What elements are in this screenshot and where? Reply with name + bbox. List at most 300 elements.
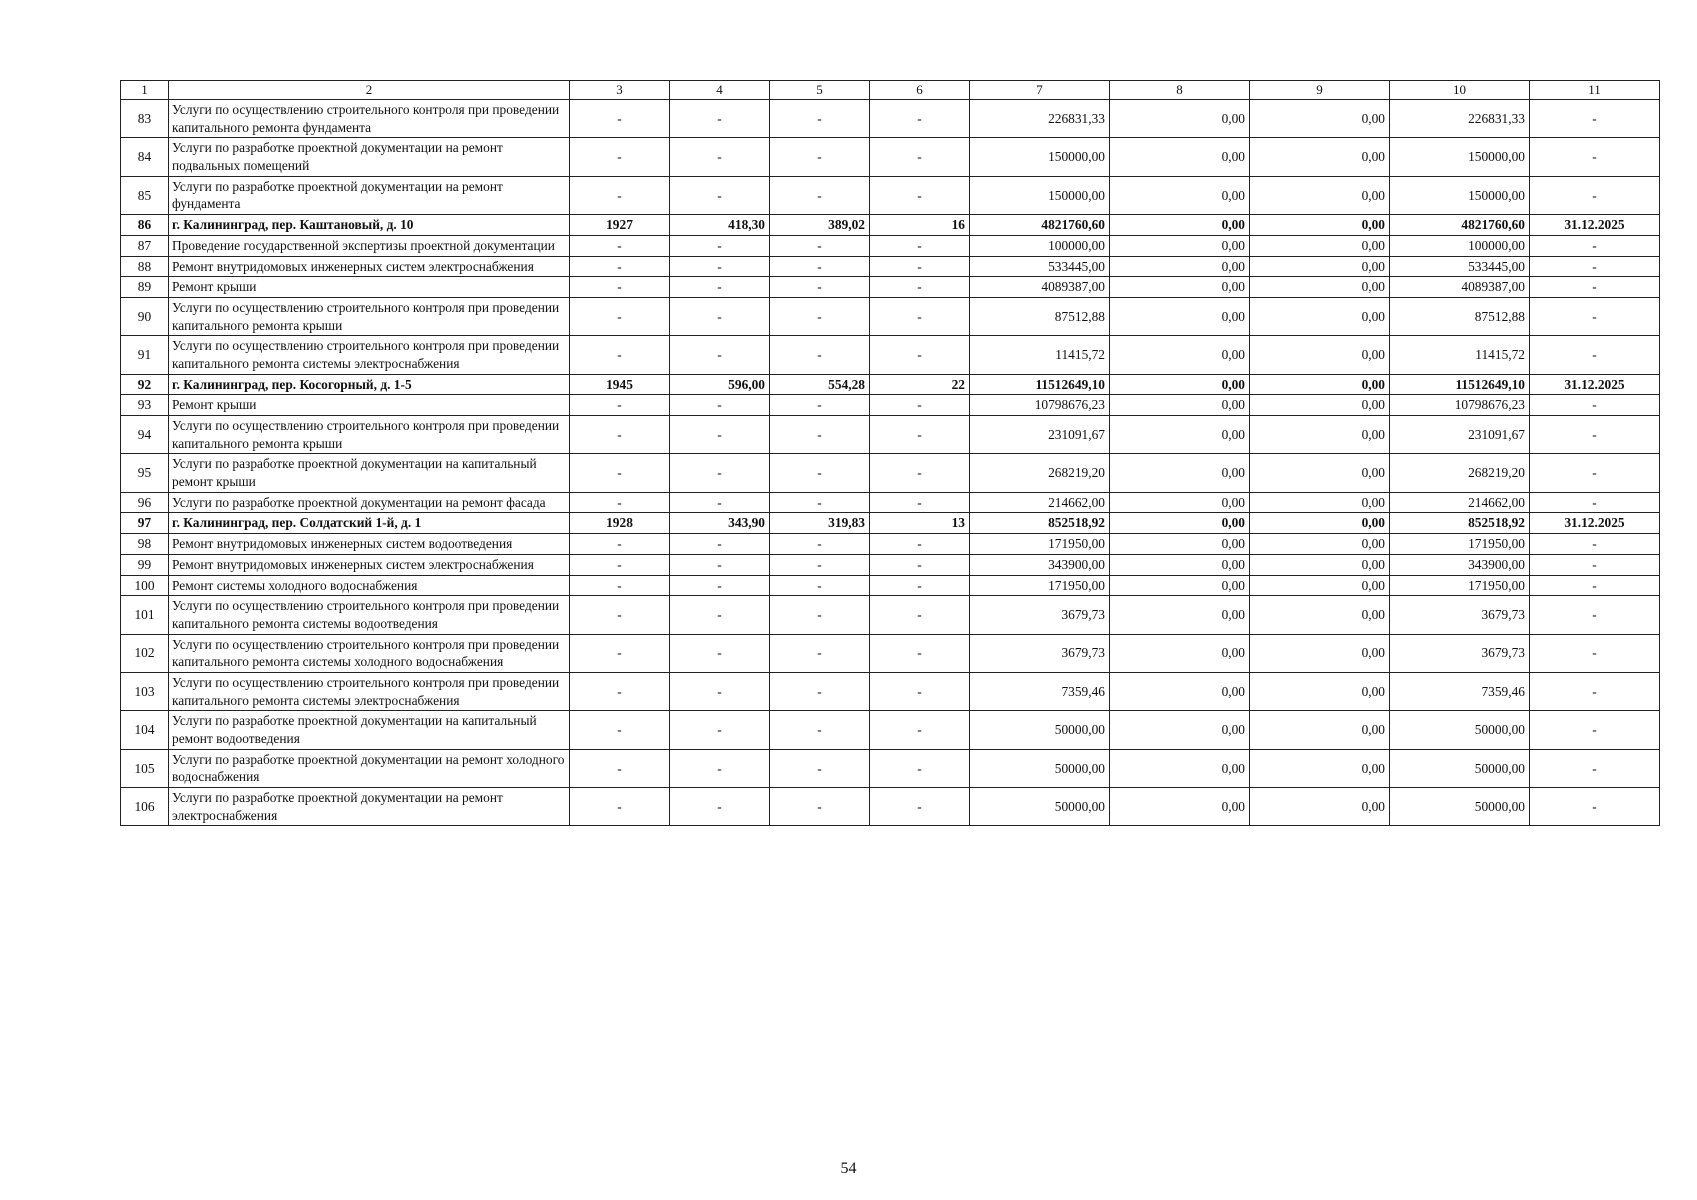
table-row xyxy=(121,749,1660,787)
fund-cost-cell: 0,00 xyxy=(1110,277,1250,298)
fund-cost-cell: 0,00 xyxy=(1110,788,1250,826)
budget-cost-cell: 0,00 xyxy=(1250,749,1390,787)
budget-cost-cell: 0,00 xyxy=(1250,596,1390,634)
row-number-cell: 95 xyxy=(121,454,169,492)
budget-cost-cell: 0,00 xyxy=(1250,575,1390,596)
work-name-cell: Услуги по разработке проектной документации на ремонт фундамента xyxy=(169,176,570,214)
deadline-cell: 31.12.2025 xyxy=(1530,215,1660,236)
deadline-cell: - xyxy=(1530,416,1660,454)
column-number-2: 2 xyxy=(169,81,570,100)
column-number-row xyxy=(121,81,1660,100)
deadline-cell: - xyxy=(1530,336,1660,374)
residents-cell: - xyxy=(870,575,970,596)
deadline-cell: - xyxy=(1530,634,1660,672)
year-cell: - xyxy=(570,711,670,749)
column-number-10: 10 xyxy=(1390,81,1530,100)
table-row xyxy=(121,534,1660,555)
table-row xyxy=(121,634,1660,672)
living-area-cell: - xyxy=(770,575,870,596)
year-cell: - xyxy=(570,395,670,416)
owners-cost-cell: 3679,73 xyxy=(1390,634,1530,672)
page-number: 54 xyxy=(840,1160,857,1177)
total-cost-cell: 533445,00 xyxy=(970,256,1110,277)
table-row xyxy=(121,711,1660,749)
living-area-cell: - xyxy=(770,749,870,787)
budget-cost-cell: 0,00 xyxy=(1250,513,1390,534)
budget-cost-cell: 0,00 xyxy=(1250,100,1390,138)
budget-cost-cell: 0,00 xyxy=(1250,492,1390,513)
living-area-cell: - xyxy=(770,256,870,277)
owners-cost-cell: 226831,33 xyxy=(1390,100,1530,138)
deadline-cell: - xyxy=(1530,711,1660,749)
owners-cost-cell: 150000,00 xyxy=(1390,138,1530,176)
row-number-cell: 88 xyxy=(121,256,169,277)
total-area-cell: - xyxy=(670,596,770,634)
living-area-cell: - xyxy=(770,596,870,634)
deadline-cell: - xyxy=(1530,176,1660,214)
owners-cost-cell: 171950,00 xyxy=(1390,575,1530,596)
column-number-9: 9 xyxy=(1250,81,1390,100)
year-cell: - xyxy=(570,336,670,374)
total-cost-cell: 4089387,00 xyxy=(970,277,1110,298)
table-row xyxy=(121,297,1660,335)
work-name-cell: Проведение государственной экспертизы проектной документации xyxy=(169,235,570,256)
fund-cost-cell: 0,00 xyxy=(1110,454,1250,492)
fund-cost-cell: 0,00 xyxy=(1110,235,1250,256)
owners-cost-cell: 150000,00 xyxy=(1390,176,1530,214)
total-cost-cell: 4821760,60 xyxy=(970,215,1110,236)
column-number-11: 11 xyxy=(1530,81,1660,100)
fund-cost-cell: 0,00 xyxy=(1110,513,1250,534)
budget-cost-cell: 0,00 xyxy=(1250,788,1390,826)
work-name-cell: Ремонт системы холодного водоснабжения xyxy=(169,575,570,596)
living-area-cell: - xyxy=(770,138,870,176)
total-cost-cell: 150000,00 xyxy=(970,138,1110,176)
table-row xyxy=(121,235,1660,256)
residents-cell: - xyxy=(870,297,970,335)
year-cell: - xyxy=(570,492,670,513)
residents-cell: - xyxy=(870,749,970,787)
living-area-cell: - xyxy=(770,297,870,335)
total-cost-cell: 852518,92 xyxy=(970,513,1110,534)
table-row xyxy=(121,788,1660,826)
row-number-cell: 92 xyxy=(121,374,169,395)
row-number-cell: 100 xyxy=(121,575,169,596)
row-number-cell: 102 xyxy=(121,634,169,672)
year-cell: - xyxy=(570,634,670,672)
table-row xyxy=(121,672,1660,710)
work-name-cell: Услуги по разработке проектной документации на капитальный ремонт водоотведения xyxy=(169,711,570,749)
row-number-cell: 99 xyxy=(121,554,169,575)
owners-cost-cell: 11415,72 xyxy=(1390,336,1530,374)
year-cell: - xyxy=(570,575,670,596)
deadline-cell: - xyxy=(1530,138,1660,176)
fund-cost-cell: 0,00 xyxy=(1110,100,1250,138)
deadline-cell: 31.12.2025 xyxy=(1530,513,1660,534)
owners-cost-cell: 87512,88 xyxy=(1390,297,1530,335)
total-area-cell: - xyxy=(670,100,770,138)
year-cell: - xyxy=(570,596,670,634)
total-cost-cell: 11415,72 xyxy=(970,336,1110,374)
fund-cost-cell: 0,00 xyxy=(1110,138,1250,176)
residents-cell: - xyxy=(870,634,970,672)
year-cell: 1927 xyxy=(570,215,670,236)
total-cost-cell: 7359,46 xyxy=(970,672,1110,710)
total-cost-cell: 50000,00 xyxy=(970,711,1110,749)
row-number-cell: 93 xyxy=(121,395,169,416)
total-cost-cell: 226831,33 xyxy=(970,100,1110,138)
work-name-cell: Ремонт внутридомовых инженерных систем водоотведения xyxy=(169,534,570,555)
total-area-cell: - xyxy=(670,788,770,826)
deadline-cell: - xyxy=(1530,672,1660,710)
residents-cell: - xyxy=(870,416,970,454)
work-name-cell: Ремонт внутридомовых инженерных систем электроснабжения xyxy=(169,256,570,277)
year-cell: - xyxy=(570,672,670,710)
owners-cost-cell: 852518,92 xyxy=(1390,513,1530,534)
budget-cost-cell: 0,00 xyxy=(1250,395,1390,416)
table-row xyxy=(121,138,1660,176)
living-area-cell: 554,28 xyxy=(770,374,870,395)
total-cost-cell: 3679,73 xyxy=(970,596,1110,634)
year-cell: 1945 xyxy=(570,374,670,395)
column-number-3: 3 xyxy=(570,81,670,100)
work-name-cell: Услуги по разработке проектной документации на капитальный ремонт крыши xyxy=(169,454,570,492)
fund-cost-cell: 0,00 xyxy=(1110,534,1250,555)
column-number-6: 6 xyxy=(870,81,970,100)
fund-cost-cell: 0,00 xyxy=(1110,336,1250,374)
row-number-cell: 105 xyxy=(121,749,169,787)
deadline-cell: - xyxy=(1530,534,1660,555)
living-area-cell: 389,02 xyxy=(770,215,870,236)
total-area-cell: - xyxy=(670,277,770,298)
total-cost-cell: 268219,20 xyxy=(970,454,1110,492)
row-number-cell: 98 xyxy=(121,534,169,555)
living-area-cell: - xyxy=(770,554,870,575)
table-row xyxy=(121,492,1660,513)
living-area-cell: - xyxy=(770,711,870,749)
document-page xyxy=(120,80,1659,826)
fund-cost-cell: 0,00 xyxy=(1110,596,1250,634)
total-area-cell: - xyxy=(670,336,770,374)
row-number-cell: 97 xyxy=(121,513,169,534)
year-cell: - xyxy=(570,256,670,277)
total-area-cell: - xyxy=(670,711,770,749)
year-cell: - xyxy=(570,534,670,555)
living-area-cell: - xyxy=(770,336,870,374)
residents-cell: - xyxy=(870,138,970,176)
residents-cell: 22 xyxy=(870,374,970,395)
total-area-cell: - xyxy=(670,575,770,596)
address-row xyxy=(121,513,1660,534)
fund-cost-cell: 0,00 xyxy=(1110,749,1250,787)
fund-cost-cell: 0,00 xyxy=(1110,575,1250,596)
table-row xyxy=(121,100,1660,138)
work-name-cell: Услуги по осуществлению строительного контроля при проведении капитального ремонта крыши xyxy=(169,297,570,335)
living-area-cell: - xyxy=(770,454,870,492)
living-area-cell: - xyxy=(770,416,870,454)
work-name-cell: Услуги по разработке проектной документации на ремонт подвальных помещений xyxy=(169,138,570,176)
living-area-cell: - xyxy=(770,788,870,826)
table-row xyxy=(121,277,1660,298)
residents-cell: - xyxy=(870,395,970,416)
budget-cost-cell: 0,00 xyxy=(1250,634,1390,672)
work-name-cell: Услуги по осуществлению строительного контроля при проведении капитального ремонта системы холодного водоснабжения xyxy=(169,634,570,672)
deadline-cell: - xyxy=(1530,297,1660,335)
total-cost-cell: 343900,00 xyxy=(970,554,1110,575)
owners-cost-cell: 7359,46 xyxy=(1390,672,1530,710)
row-number-cell: 83 xyxy=(121,100,169,138)
living-area-cell: 319,83 xyxy=(770,513,870,534)
budget-cost-cell: 0,00 xyxy=(1250,672,1390,710)
deadline-cell: - xyxy=(1530,277,1660,298)
budget-cost-cell: 0,00 xyxy=(1250,138,1390,176)
work-name-cell: Услуги по разработке проектной документации на ремонт электроснабжения xyxy=(169,788,570,826)
table-row xyxy=(121,575,1660,596)
year-cell: - xyxy=(570,297,670,335)
total-cost-cell: 50000,00 xyxy=(970,749,1110,787)
owners-cost-cell: 50000,00 xyxy=(1390,749,1530,787)
column-number-8: 8 xyxy=(1110,81,1250,100)
total-cost-cell: 171950,00 xyxy=(970,575,1110,596)
year-cell: - xyxy=(570,138,670,176)
table-row xyxy=(121,454,1660,492)
address-row xyxy=(121,374,1660,395)
row-number-cell: 101 xyxy=(121,596,169,634)
year-cell: 1928 xyxy=(570,513,670,534)
owners-cost-cell: 533445,00 xyxy=(1390,256,1530,277)
budget-cost-cell: 0,00 xyxy=(1250,256,1390,277)
work-name-cell: Ремонт внутридомовых инженерных систем электроснабжения xyxy=(169,554,570,575)
residents-cell: - xyxy=(870,454,970,492)
fund-cost-cell: 0,00 xyxy=(1110,672,1250,710)
owners-cost-cell: 50000,00 xyxy=(1390,788,1530,826)
residents-cell: - xyxy=(870,788,970,826)
table-row xyxy=(121,256,1660,277)
work-name-cell: Услуги по осуществлению строительного контроля при проведении капитального ремонта системы электроснабжения xyxy=(169,336,570,374)
owners-cost-cell: 343900,00 xyxy=(1390,554,1530,575)
total-area-cell: - xyxy=(670,454,770,492)
deadline-cell: - xyxy=(1530,575,1660,596)
residents-cell: - xyxy=(870,176,970,214)
total-area-cell: - xyxy=(670,395,770,416)
deadline-cell: - xyxy=(1530,596,1660,634)
repair-program-table xyxy=(120,80,1660,826)
residents-cell: 13 xyxy=(870,513,970,534)
budget-cost-cell: 0,00 xyxy=(1250,215,1390,236)
table-body xyxy=(121,100,1660,826)
fund-cost-cell: 0,00 xyxy=(1110,416,1250,454)
owners-cost-cell: 4089387,00 xyxy=(1390,277,1530,298)
table-row xyxy=(121,336,1660,374)
work-name-cell: Ремонт крыши xyxy=(169,277,570,298)
owners-cost-cell: 231091,67 xyxy=(1390,416,1530,454)
fund-cost-cell: 0,00 xyxy=(1110,256,1250,277)
row-number-cell: 96 xyxy=(121,492,169,513)
living-area-cell: - xyxy=(770,672,870,710)
column-number-5: 5 xyxy=(770,81,870,100)
table-row xyxy=(121,554,1660,575)
budget-cost-cell: 0,00 xyxy=(1250,297,1390,335)
row-number-cell: 104 xyxy=(121,711,169,749)
living-area-cell: - xyxy=(770,395,870,416)
fund-cost-cell: 0,00 xyxy=(1110,395,1250,416)
total-area-cell: 596,00 xyxy=(670,374,770,395)
owners-cost-cell: 171950,00 xyxy=(1390,534,1530,555)
work-name-cell: Услуги по осуществлению строительного контроля при проведении капитального ремонта крыши xyxy=(169,416,570,454)
budget-cost-cell: 0,00 xyxy=(1250,416,1390,454)
deadline-cell: - xyxy=(1530,492,1660,513)
fund-cost-cell: 0,00 xyxy=(1110,554,1250,575)
deadline-cell: - xyxy=(1530,395,1660,416)
deadline-cell: 31.12.2025 xyxy=(1530,374,1660,395)
total-cost-cell: 3679,73 xyxy=(970,634,1110,672)
residents-cell: - xyxy=(870,554,970,575)
year-cell: - xyxy=(570,100,670,138)
deadline-cell: - xyxy=(1530,788,1660,826)
year-cell: - xyxy=(570,788,670,826)
total-area-cell: - xyxy=(670,138,770,176)
column-number-7: 7 xyxy=(970,81,1110,100)
living-area-cell: - xyxy=(770,534,870,555)
total-cost-cell: 214662,00 xyxy=(970,492,1110,513)
budget-cost-cell: 0,00 xyxy=(1250,235,1390,256)
deadline-cell: - xyxy=(1530,454,1660,492)
work-name-cell: Услуги по разработке проектной документации на ремонт фасада xyxy=(169,492,570,513)
residents-cell: - xyxy=(870,711,970,749)
total-area-cell: - xyxy=(670,176,770,214)
table-row xyxy=(121,176,1660,214)
total-cost-cell: 50000,00 xyxy=(970,788,1110,826)
owners-cost-cell: 50000,00 xyxy=(1390,711,1530,749)
residents-cell: - xyxy=(870,336,970,374)
row-number-cell: 103 xyxy=(121,672,169,710)
owners-cost-cell: 100000,00 xyxy=(1390,235,1530,256)
budget-cost-cell: 0,00 xyxy=(1250,454,1390,492)
work-name-cell: Услуги по осуществлению строительного контроля при проведении капитального ремонта системы электроснабжения xyxy=(169,672,570,710)
budget-cost-cell: 0,00 xyxy=(1250,176,1390,214)
total-cost-cell: 10798676,23 xyxy=(970,395,1110,416)
owners-cost-cell: 11512649,10 xyxy=(1390,374,1530,395)
year-cell: - xyxy=(570,416,670,454)
total-area-cell: - xyxy=(670,554,770,575)
residents-cell: - xyxy=(870,672,970,710)
address-row xyxy=(121,215,1660,236)
work-name-cell: г. Калининград, пер. Косогорный, д. 1-5 xyxy=(169,374,570,395)
total-area-cell: - xyxy=(670,235,770,256)
owners-cost-cell: 4821760,60 xyxy=(1390,215,1530,236)
residents-cell: - xyxy=(870,256,970,277)
fund-cost-cell: 0,00 xyxy=(1110,215,1250,236)
row-number-cell: 84 xyxy=(121,138,169,176)
residents-cell: 16 xyxy=(870,215,970,236)
row-number-cell: 91 xyxy=(121,336,169,374)
deadline-cell: - xyxy=(1530,554,1660,575)
year-cell: - xyxy=(570,749,670,787)
owners-cost-cell: 214662,00 xyxy=(1390,492,1530,513)
total-area-cell: 343,90 xyxy=(670,513,770,534)
budget-cost-cell: 0,00 xyxy=(1250,711,1390,749)
column-number-4: 4 xyxy=(670,81,770,100)
deadline-cell: - xyxy=(1530,256,1660,277)
budget-cost-cell: 0,00 xyxy=(1250,554,1390,575)
total-cost-cell: 231091,67 xyxy=(970,416,1110,454)
fund-cost-cell: 0,00 xyxy=(1110,634,1250,672)
work-name-cell: Услуги по разработке проектной документации на ремонт холодного водоснабжения xyxy=(169,749,570,787)
work-name-cell: Ремонт крыши xyxy=(169,395,570,416)
year-cell: - xyxy=(570,554,670,575)
total-cost-cell: 87512,88 xyxy=(970,297,1110,335)
row-number-cell: 87 xyxy=(121,235,169,256)
total-area-cell: - xyxy=(670,672,770,710)
column-number-1: 1 xyxy=(121,81,169,100)
row-number-cell: 85 xyxy=(121,176,169,214)
budget-cost-cell: 0,00 xyxy=(1250,534,1390,555)
residents-cell: - xyxy=(870,100,970,138)
table-row xyxy=(121,596,1660,634)
fund-cost-cell: 0,00 xyxy=(1110,374,1250,395)
work-name-cell: г. Калининград, пер. Солдатский 1-й, д. 1 xyxy=(169,513,570,534)
fund-cost-cell: 0,00 xyxy=(1110,492,1250,513)
total-area-cell: - xyxy=(670,297,770,335)
living-area-cell: - xyxy=(770,100,870,138)
work-name-cell: г. Калининград, пер. Каштановый, д. 10 xyxy=(169,215,570,236)
living-area-cell: - xyxy=(770,176,870,214)
deadline-cell: - xyxy=(1530,749,1660,787)
fund-cost-cell: 0,00 xyxy=(1110,711,1250,749)
year-cell: - xyxy=(570,277,670,298)
residents-cell: - xyxy=(870,534,970,555)
fund-cost-cell: 0,00 xyxy=(1110,297,1250,335)
row-number-cell: 106 xyxy=(121,788,169,826)
year-cell: - xyxy=(570,235,670,256)
row-number-cell: 89 xyxy=(121,277,169,298)
table-row xyxy=(121,416,1660,454)
row-number-cell: 94 xyxy=(121,416,169,454)
deadline-cell: - xyxy=(1530,100,1660,138)
table-row xyxy=(121,395,1660,416)
living-area-cell: - xyxy=(770,634,870,672)
total-area-cell: - xyxy=(670,492,770,513)
budget-cost-cell: 0,00 xyxy=(1250,277,1390,298)
budget-cost-cell: 0,00 xyxy=(1250,374,1390,395)
fund-cost-cell: 0,00 xyxy=(1110,176,1250,214)
year-cell: - xyxy=(570,454,670,492)
deadline-cell: - xyxy=(1530,235,1660,256)
total-area-cell: - xyxy=(670,749,770,787)
living-area-cell: - xyxy=(770,277,870,298)
total-area-cell: - xyxy=(670,634,770,672)
owners-cost-cell: 10798676,23 xyxy=(1390,395,1530,416)
budget-cost-cell: 0,00 xyxy=(1250,336,1390,374)
total-area-cell: 418,30 xyxy=(670,215,770,236)
total-cost-cell: 171950,00 xyxy=(970,534,1110,555)
residents-cell: - xyxy=(870,596,970,634)
work-name-cell: Услуги по осуществлению строительного контроля при проведении капитального ремонта фундамента xyxy=(169,100,570,138)
residents-cell: - xyxy=(870,277,970,298)
total-cost-cell: 11512649,10 xyxy=(970,374,1110,395)
row-number-cell: 90 xyxy=(121,297,169,335)
work-name-cell: Услуги по осуществлению строительного контроля при проведении капитального ремонта системы водоотведения xyxy=(169,596,570,634)
row-number-cell: 86 xyxy=(121,215,169,236)
total-area-cell: - xyxy=(670,416,770,454)
total-area-cell: - xyxy=(670,534,770,555)
total-cost-cell: 150000,00 xyxy=(970,176,1110,214)
owners-cost-cell: 3679,73 xyxy=(1390,596,1530,634)
year-cell: - xyxy=(570,176,670,214)
total-cost-cell: 100000,00 xyxy=(970,235,1110,256)
residents-cell: - xyxy=(870,492,970,513)
living-area-cell: - xyxy=(770,492,870,513)
